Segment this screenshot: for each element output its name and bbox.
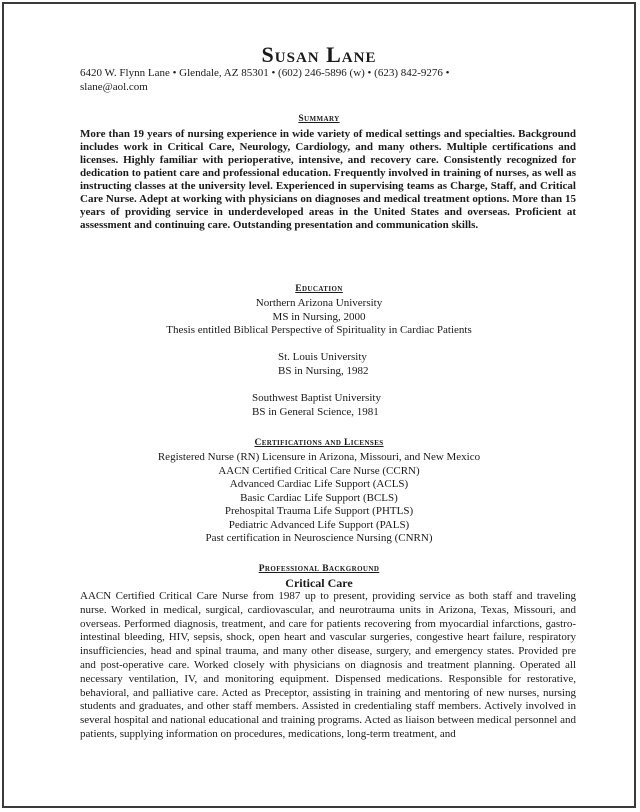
certification-item: Prehospital Trauma Life Support (PHTLS): [224, 505, 414, 517]
school-degree: BS in General Science, 1981: [252, 405, 379, 418]
school-name: Southwest Baptist University: [252, 392, 381, 404]
summary-heading: Summary: [298, 114, 340, 124]
background-text: AACN Certified Critical Care Nurse from 1987 up to present, providing service as both staff and traveling nurse. Worked in medical, surgical, cardiovascular, and neurotrauma units in Arizona, Texas, Missouri, and overseas. Performed diagnosis, treatment, and care for patients recovering from myocardial infarctions, gastro-intestinal bleeding, HIV, sepsis, shock, open heart and vascular surgeries, congestive heart failure, respiratory insufficiencies, head and spinal trauma, and many other disease, surgery, and emergency states. Provided pre and post-operative care. Worked closely with physicians on diagnosis and treatment planning. Operated all necessary ventilation, IV, and monitoring equipment. Dispensed medications. Responsible for restorative, behavioral, and palliative care. Acted as Preceptor, assisting in training and mentoring of new nurses, nursing students and graduates, and other staff members. Assisted in credentialing staff members. Actively involved in several hospital and national educational and training programs. Acted as liaison between medical personnel and patients, supplying information on procedures, medications, long-term treatment, and: [80, 590, 576, 740]
background-subheading: Critical Care: [285, 576, 353, 590]
school-degree: BS in Nursing, 1982: [278, 364, 369, 377]
certification-item: AACN Certified Critical Care Nurse (CCRN): [218, 464, 420, 477]
school-name: Northern Arizona University: [255, 297, 383, 309]
certification-item: Registered Nurse (RN) Licensure in Arizona, Missouri, and New Mexico: [157, 451, 481, 463]
background-heading: Professional Background: [258, 564, 380, 574]
certification-item: Pediatric Advanced Life Support (PALS): [228, 518, 410, 531]
contact-address-phone: 6420 W. Flynn Lane • Glendale, AZ 85301 • (602) 246-5896 (w) • (623) 842-9276 •: [80, 67, 450, 79]
education-heading: Education: [295, 284, 343, 294]
education-school-2: [278, 351, 368, 378]
certifications-heading: Certifications and Licenses: [254, 438, 384, 448]
contact-email: slane@aol.com: [80, 81, 148, 93]
certification-item: Basic Cardiac Life Support (BCLS): [240, 491, 398, 504]
certifications-list: [4, 451, 634, 546]
education-school-1: [4, 297, 634, 338]
contact-info: [80, 66, 560, 94]
summary-text: More than 19 years of nursing experience in wide variety of medical settings and specialties. Background includes work in Critical Care, Neurology, Cardiology, and many others. Multiple certifications and licenses. Highly familiar with perioperative, intensive, and recovery care. Consistently recognized for dedication to patient care and professional education. Frequently involved in training of nurses, as well as instructing classes at the university level. Experienced in supervising teams as Charge, Staff, and Critical Care Nurse. Adept at working with physicians on diagnoses and medical treatment options. More than 15 years of providing service in underdeveloped areas in the United States and overseas. Proficient at assessment and continuing care. Outstanding presentation and communication skills.: [80, 128, 576, 231]
candidate-name: Susan Lane: [261, 42, 377, 67]
resume-page: [2, 2, 636, 808]
certification-item: Advanced Cardiac Life Support (ACLS): [229, 478, 409, 490]
school-name: St. Louis University: [278, 351, 367, 363]
school-thesis: Thesis entitled Biblical Perspective of Spirituality in Cardiac Patients: [166, 324, 472, 336]
education-school-3: [252, 392, 381, 419]
certification-item: Past certification in Neuroscience Nursing (CNRN): [205, 532, 433, 544]
school-degree: MS in Nursing, 2000: [272, 310, 366, 323]
